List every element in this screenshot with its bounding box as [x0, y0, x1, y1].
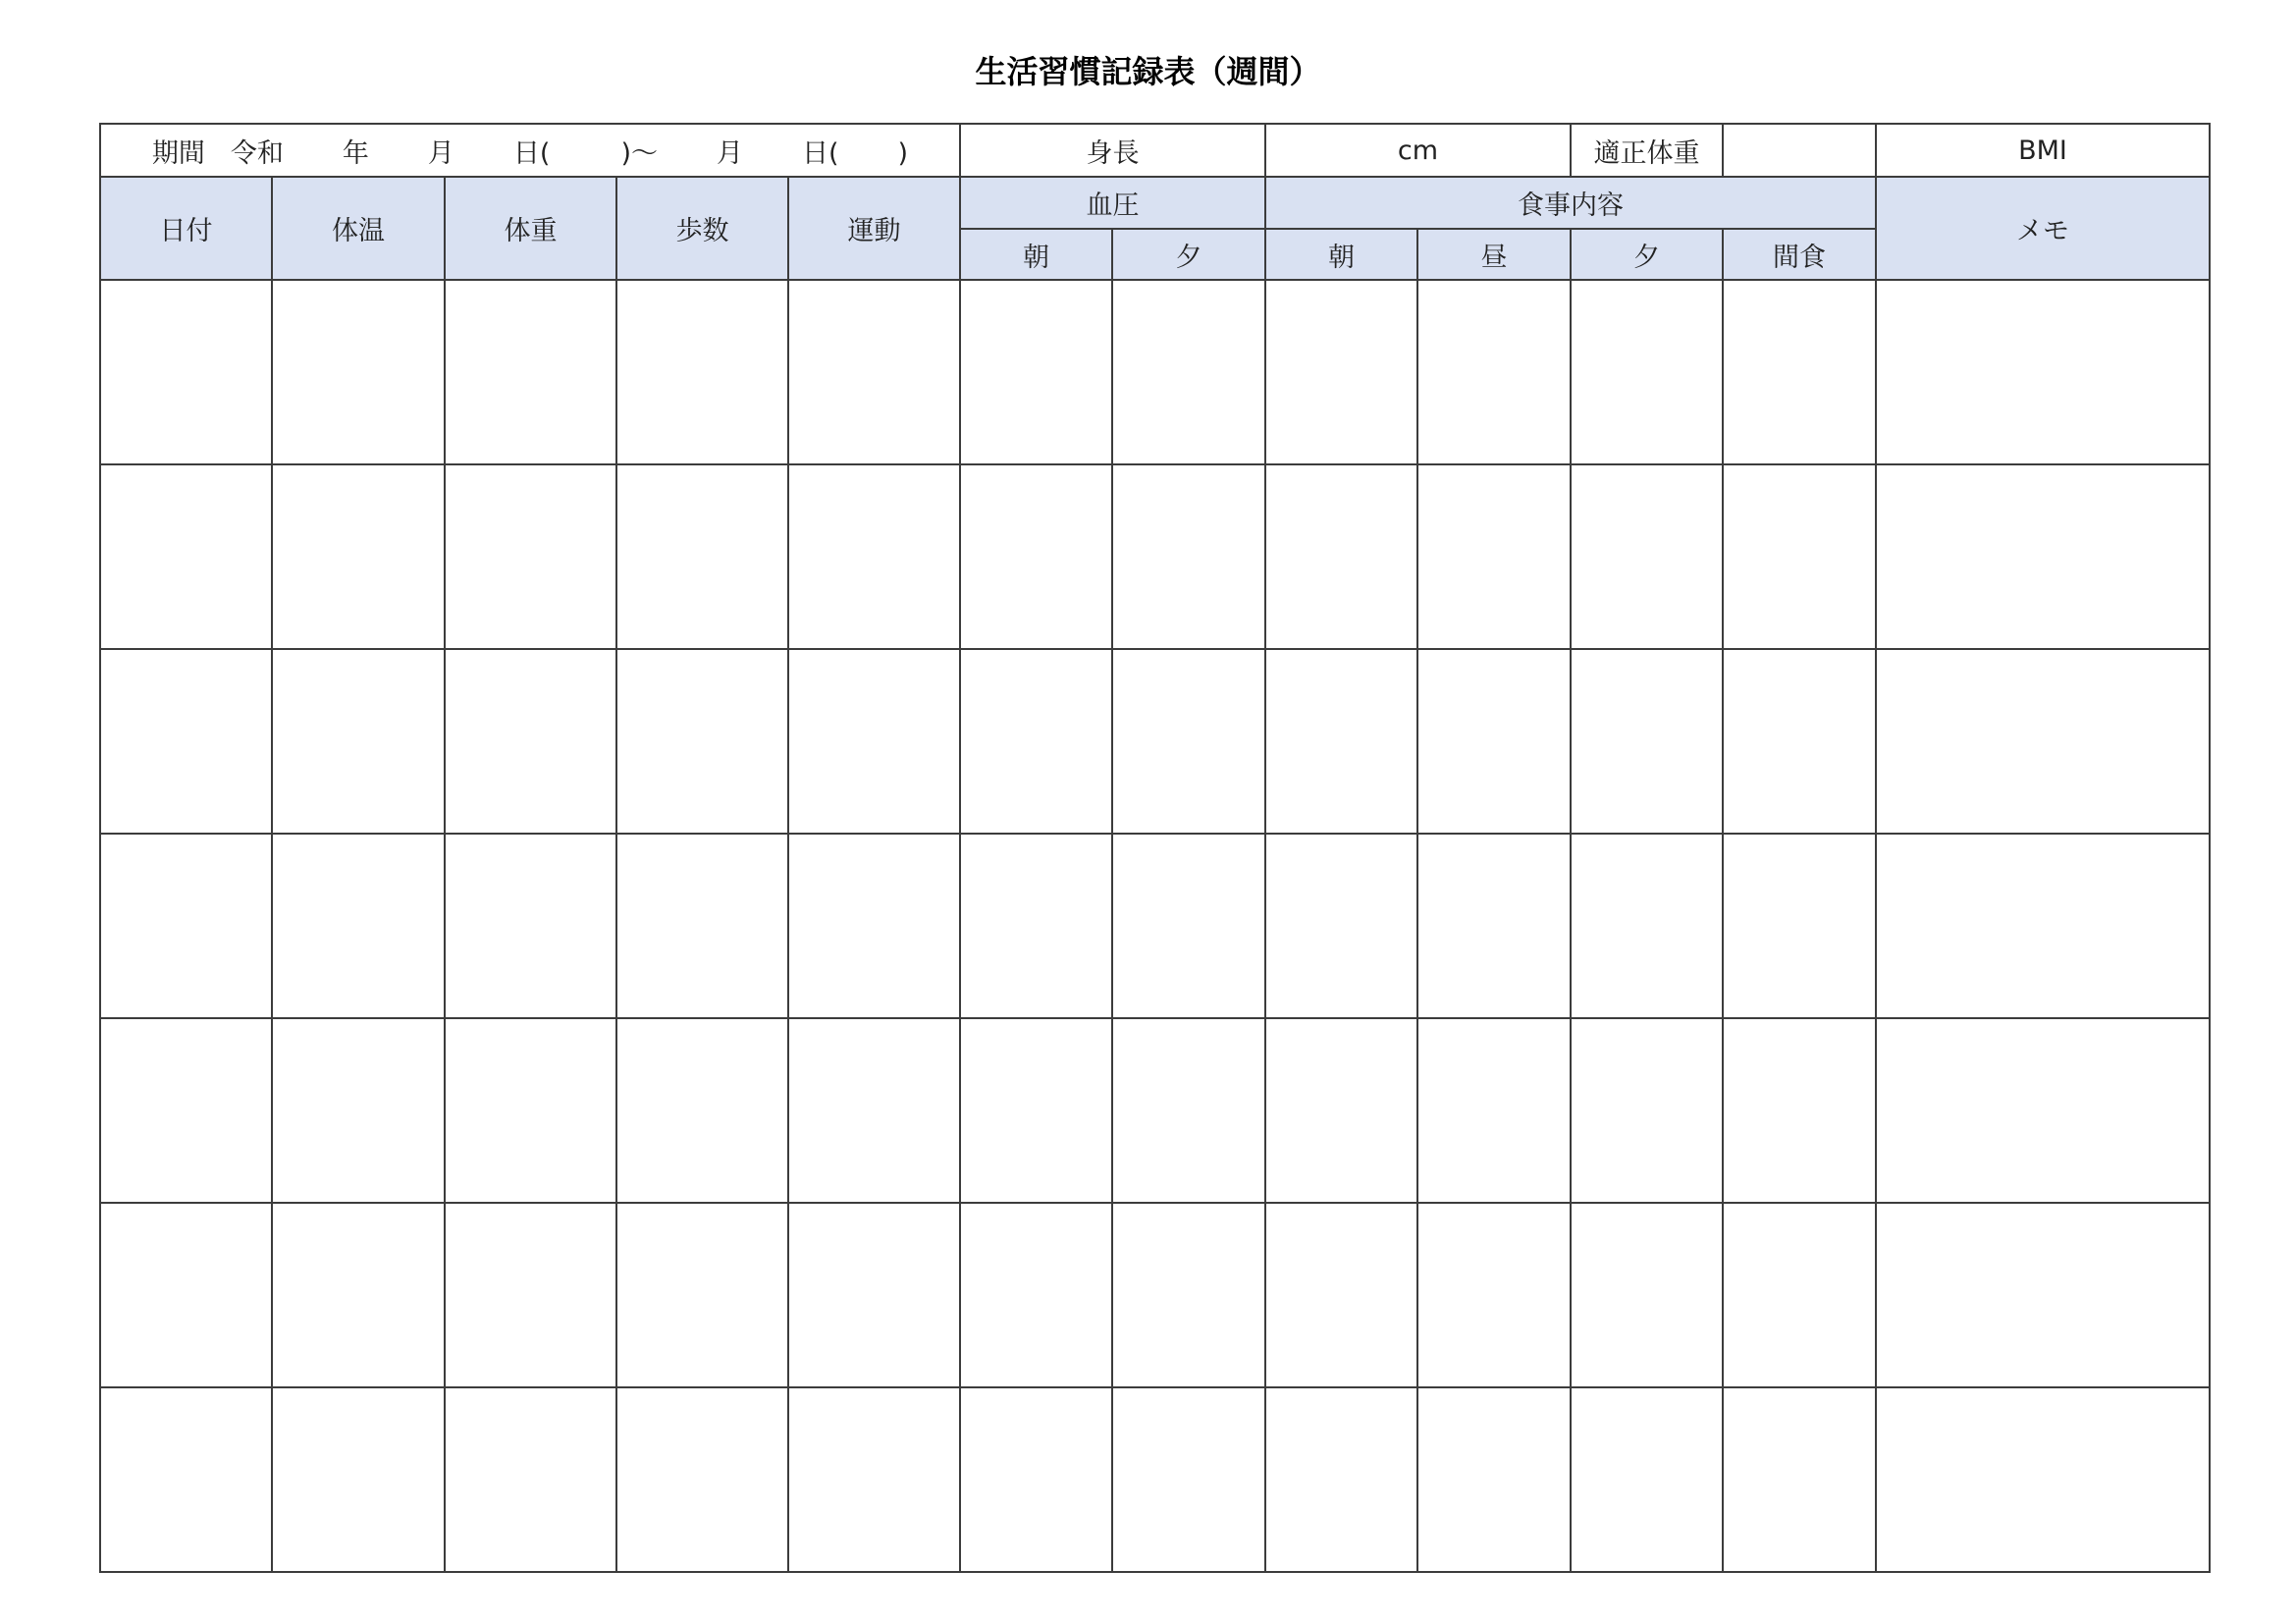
- header-meal-breakfast: 朝: [1265, 229, 1417, 280]
- cell-weight[interactable]: [445, 280, 616, 464]
- cell-meal-snack[interactable]: [1723, 1387, 1876, 1572]
- cell-bp-evening[interactable]: [1112, 1203, 1265, 1387]
- cell-meal-breakfast[interactable]: [1265, 1203, 1417, 1387]
- table-row: [100, 649, 2210, 834]
- header-weight: 体重: [445, 177, 616, 280]
- header-meal-snack: 間食: [1723, 229, 1876, 280]
- table-row: [100, 1203, 2210, 1387]
- cell-memo[interactable]: [1876, 1387, 2210, 1572]
- cell-meal-breakfast[interactable]: [1265, 280, 1417, 464]
- cell-weight[interactable]: [445, 834, 616, 1018]
- cell-meal-breakfast[interactable]: [1265, 834, 1417, 1018]
- cell-meal-dinner[interactable]: [1571, 280, 1723, 464]
- period-field[interactable]: [100, 124, 960, 177]
- header-row-1: [100, 177, 2210, 229]
- height-unit: cm: [1397, 135, 1439, 166]
- cell-meal-breakfast[interactable]: [1265, 464, 1417, 649]
- header-steps: 歩数: [616, 177, 788, 280]
- cell-bp-evening[interactable]: [1112, 280, 1265, 464]
- cell-meal-dinner[interactable]: [1571, 834, 1723, 1018]
- cell-exercise[interactable]: [788, 464, 960, 649]
- cell-temperature[interactable]: [272, 834, 445, 1018]
- cell-memo[interactable]: [1876, 649, 2210, 834]
- cell-meal-snack[interactable]: [1723, 649, 1876, 834]
- paren-close-tilde: )〜: [620, 137, 658, 169]
- cell-steps[interactable]: [616, 649, 788, 834]
- cell-steps[interactable]: [616, 1203, 788, 1387]
- cell-bp-morning[interactable]: [960, 280, 1112, 464]
- cell-bp-evening[interactable]: [1112, 649, 1265, 834]
- cell-meal-breakfast[interactable]: [1265, 649, 1417, 834]
- year-unit: 年: [342, 137, 369, 169]
- cell-meal-dinner[interactable]: [1571, 1387, 1723, 1572]
- cell-meal-lunch[interactable]: [1417, 834, 1571, 1018]
- cell-meal-dinner[interactable]: [1571, 649, 1723, 834]
- table-row: [100, 464, 2210, 649]
- cell-weight[interactable]: [445, 464, 616, 649]
- cell-temperature[interactable]: [272, 1387, 445, 1572]
- record-table: [99, 123, 2211, 1573]
- header-date: 日付: [100, 177, 272, 280]
- cell-bp-evening[interactable]: [1112, 464, 1265, 649]
- cell-temperature[interactable]: [272, 1018, 445, 1203]
- cell-weight[interactable]: [445, 1018, 616, 1203]
- cell-temperature[interactable]: [272, 1203, 445, 1387]
- cell-meal-breakfast[interactable]: [1265, 1018, 1417, 1203]
- month-unit-2: 月: [717, 137, 743, 169]
- page-title: 生活習慣記録表（週間）: [975, 53, 1321, 90]
- cell-memo[interactable]: [1876, 464, 2210, 649]
- cell-exercise[interactable]: [788, 1018, 960, 1203]
- table-row: [100, 834, 2210, 1018]
- cell-exercise[interactable]: [788, 649, 960, 834]
- era-label: 令和: [230, 137, 284, 169]
- cell-date[interactable]: [100, 280, 272, 464]
- cell-memo[interactable]: [1876, 280, 2210, 464]
- bmi-label: BMI: [2018, 135, 2067, 166]
- header-bp-morning: 朝: [960, 229, 1112, 280]
- cell-steps[interactable]: [616, 834, 788, 1018]
- cell-meal-lunch[interactable]: [1417, 1018, 1571, 1203]
- cell-temperature[interactable]: [272, 280, 445, 464]
- table-row: [100, 1387, 2210, 1572]
- cell-memo[interactable]: [1876, 1018, 2210, 1203]
- cell-date[interactable]: [100, 1387, 272, 1572]
- cell-meal-snack[interactable]: [1723, 280, 1876, 464]
- cell-bp-morning[interactable]: [960, 464, 1112, 649]
- height-label: 身長: [960, 124, 1265, 177]
- info-row: [100, 124, 2210, 177]
- cell-bp-morning[interactable]: [960, 1203, 1112, 1387]
- cell-date[interactable]: [100, 1203, 272, 1387]
- cell-weight[interactable]: [445, 1387, 616, 1572]
- paren-close: ): [897, 137, 909, 169]
- cell-memo[interactable]: [1876, 834, 2210, 1018]
- cell-exercise[interactable]: [788, 834, 960, 1018]
- header-exercise: 運動: [788, 177, 960, 280]
- cell-memo[interactable]: [1876, 1203, 2210, 1387]
- cell-bp-morning[interactable]: [960, 649, 1112, 834]
- cell-exercise[interactable]: [788, 1203, 960, 1387]
- bmi-field[interactable]: [1876, 124, 2210, 177]
- ideal-weight-label: 適正体重: [1571, 124, 1723, 177]
- cell-weight[interactable]: [445, 649, 616, 834]
- cell-bp-morning[interactable]: [960, 1018, 1112, 1203]
- cell-meal-dinner[interactable]: [1571, 1018, 1723, 1203]
- cell-meal-snack[interactable]: [1723, 1203, 1876, 1387]
- cell-exercise[interactable]: [788, 1387, 960, 1572]
- cell-exercise[interactable]: [788, 280, 960, 464]
- header-meal-lunch: 昼: [1417, 229, 1571, 280]
- cell-steps[interactable]: [616, 280, 788, 464]
- cell-meal-lunch[interactable]: [1417, 280, 1571, 464]
- cell-bp-evening[interactable]: [1112, 1387, 1265, 1572]
- cell-steps[interactable]: [616, 464, 788, 649]
- cell-meal-lunch[interactable]: [1417, 649, 1571, 834]
- cell-steps[interactable]: [616, 1018, 788, 1203]
- cell-temperature[interactable]: [272, 649, 445, 834]
- table-row: [100, 280, 2210, 464]
- cell-date[interactable]: [100, 649, 272, 834]
- cell-meal-snack[interactable]: [1723, 464, 1876, 649]
- month-unit: 月: [427, 137, 454, 169]
- cell-meal-dinner[interactable]: [1571, 464, 1723, 649]
- header-meals: 食事内容: [1265, 177, 1876, 229]
- cell-meal-lunch[interactable]: [1417, 464, 1571, 649]
- cell-bp-morning[interactable]: [960, 1387, 1112, 1572]
- cell-meal-snack[interactable]: [1723, 834, 1876, 1018]
- cell-date[interactable]: [100, 1018, 272, 1203]
- period-label: 期間: [151, 137, 205, 169]
- header-temperature: 体温: [272, 177, 445, 280]
- header-meal-dinner: 夕: [1571, 229, 1723, 280]
- cell-steps[interactable]: [616, 1387, 788, 1572]
- cell-temperature[interactable]: [272, 464, 445, 649]
- cell-bp-morning[interactable]: [960, 834, 1112, 1018]
- header-memo: メモ: [1876, 177, 2210, 280]
- table-row: [100, 1018, 2210, 1203]
- header-bp-evening: 夕: [1112, 229, 1265, 280]
- ideal-weight-field[interactable]: [1723, 124, 1876, 177]
- day-paren-open: 日(: [512, 137, 551, 169]
- cell-meal-breakfast[interactable]: [1265, 1387, 1417, 1572]
- cell-date[interactable]: [100, 834, 272, 1018]
- cell-meal-lunch[interactable]: [1417, 1387, 1571, 1572]
- height-field[interactable]: [1265, 124, 1571, 177]
- cell-date[interactable]: [100, 464, 272, 649]
- day-paren-open-2: 日(: [802, 137, 839, 169]
- header-blood-pressure: 血圧: [960, 177, 1265, 229]
- cell-meal-lunch[interactable]: [1417, 1203, 1571, 1387]
- cell-meal-dinner[interactable]: [1571, 1203, 1723, 1387]
- cell-bp-evening[interactable]: [1112, 834, 1265, 1018]
- cell-weight[interactable]: [445, 1203, 616, 1387]
- cell-meal-snack[interactable]: [1723, 1018, 1876, 1203]
- cell-bp-evening[interactable]: [1112, 1018, 1265, 1203]
